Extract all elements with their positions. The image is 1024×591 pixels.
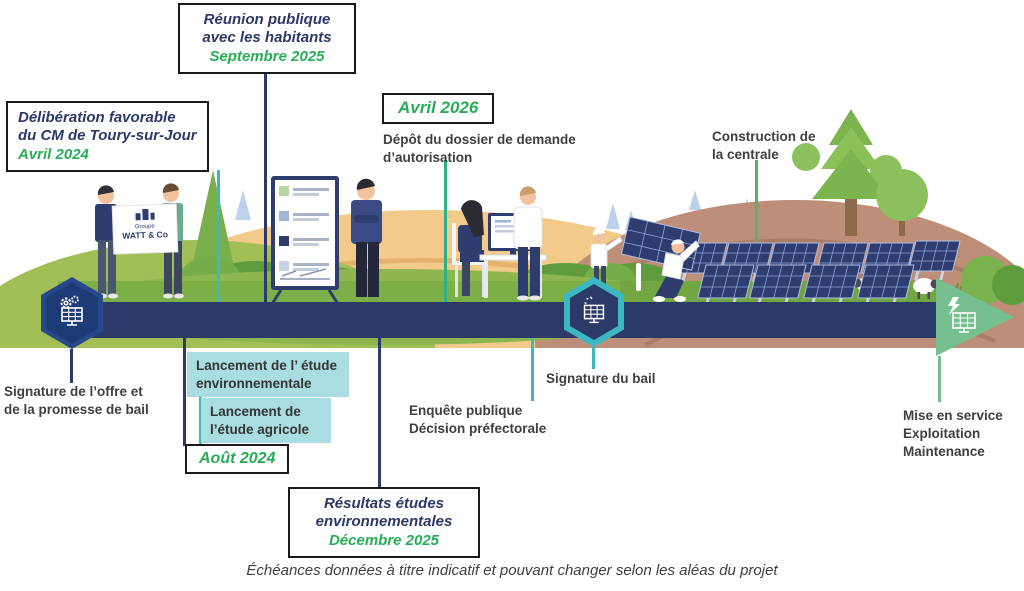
milestone-title: Réunion publique [203, 11, 331, 28]
label-line: d’autorisation [383, 149, 473, 165]
label-signature-bail [546, 370, 656, 388]
milestone-title: avec les habitants [202, 29, 332, 47]
label-line: de la promesse de bail [4, 401, 149, 417]
connector-avril2026 [444, 160, 447, 303]
milestone-box-reunion [178, 3, 356, 74]
connector-aout2024 [183, 338, 186, 446]
label-line: Lancement de l’ étude [196, 358, 338, 373]
milestone-title: environnementales [315, 513, 453, 531]
milestone-box-deliberation [6, 101, 209, 172]
label-line: Dépôt du dossier de demande [383, 132, 576, 147]
label-line: l’étude agricole [210, 421, 310, 437]
timeline-bar [58, 302, 940, 338]
milestone-box-avril2026 [382, 93, 494, 124]
display-board [271, 176, 339, 304]
solar-panel-icon [577, 295, 611, 329]
banner-line: WATT & Co [122, 228, 169, 241]
milestone-date: Avril 2026 [398, 98, 479, 117]
connector-enquete [531, 338, 534, 401]
milestone-date: Septembre 2025 [209, 47, 325, 65]
label-line: Maintenance [903, 443, 985, 459]
connector-reunion [264, 62, 267, 303]
label-line: Signature de l’offre et [4, 384, 143, 399]
label-line: Lancement de [210, 404, 301, 419]
milestone-title: du CM de Toury-sur-Jour [18, 127, 197, 145]
label-signature-offre [4, 383, 149, 419]
label-line: Exploitation [903, 425, 981, 441]
label-line: Signature du bail [546, 371, 656, 386]
solar-panel-bolt-icon [945, 295, 981, 339]
milestone-box-resultats [288, 487, 480, 558]
label-etude-agricole [201, 398, 331, 443]
label-line: Construction de [712, 129, 816, 144]
milestone-date: Août 2024 [199, 450, 276, 467]
label-mise-en-service [903, 407, 1003, 460]
banner-line: Groupe [134, 223, 155, 231]
connector-signature-bail [592, 347, 595, 369]
label-enquete-publique [409, 402, 546, 438]
milestone-box-aout2024 [185, 444, 289, 474]
banner-watt-co [112, 223, 179, 241]
milestone-date: Décembre 2025 [328, 531, 440, 549]
connector-deliberation [217, 170, 220, 303]
label-line: environnementale [196, 375, 312, 391]
disclaimer-text: Échéances données à titre indicatif et pouvant changer selon les aléas du projet [246, 562, 778, 579]
label-line: Décision préfectorale [409, 420, 547, 436]
connector-resultats [378, 338, 381, 488]
label-line: Mise en service [903, 408, 1003, 423]
milestone-title: Délibération favorable [18, 109, 176, 126]
label-depot-dossier [383, 131, 576, 167]
connector-signature-offre [70, 349, 73, 383]
gears-solar-panel-icon [54, 295, 90, 331]
milestone-title: Résultats études [323, 495, 445, 512]
connector-construction [755, 160, 758, 242]
label-line: Enquête publique [409, 403, 523, 418]
label-etude-environnementale [187, 352, 349, 397]
label-construction [712, 128, 816, 164]
connector-mise-en-service [938, 356, 941, 402]
milestone-date: Avril 2024 [18, 145, 89, 163]
label-line: la centrale [712, 146, 779, 162]
